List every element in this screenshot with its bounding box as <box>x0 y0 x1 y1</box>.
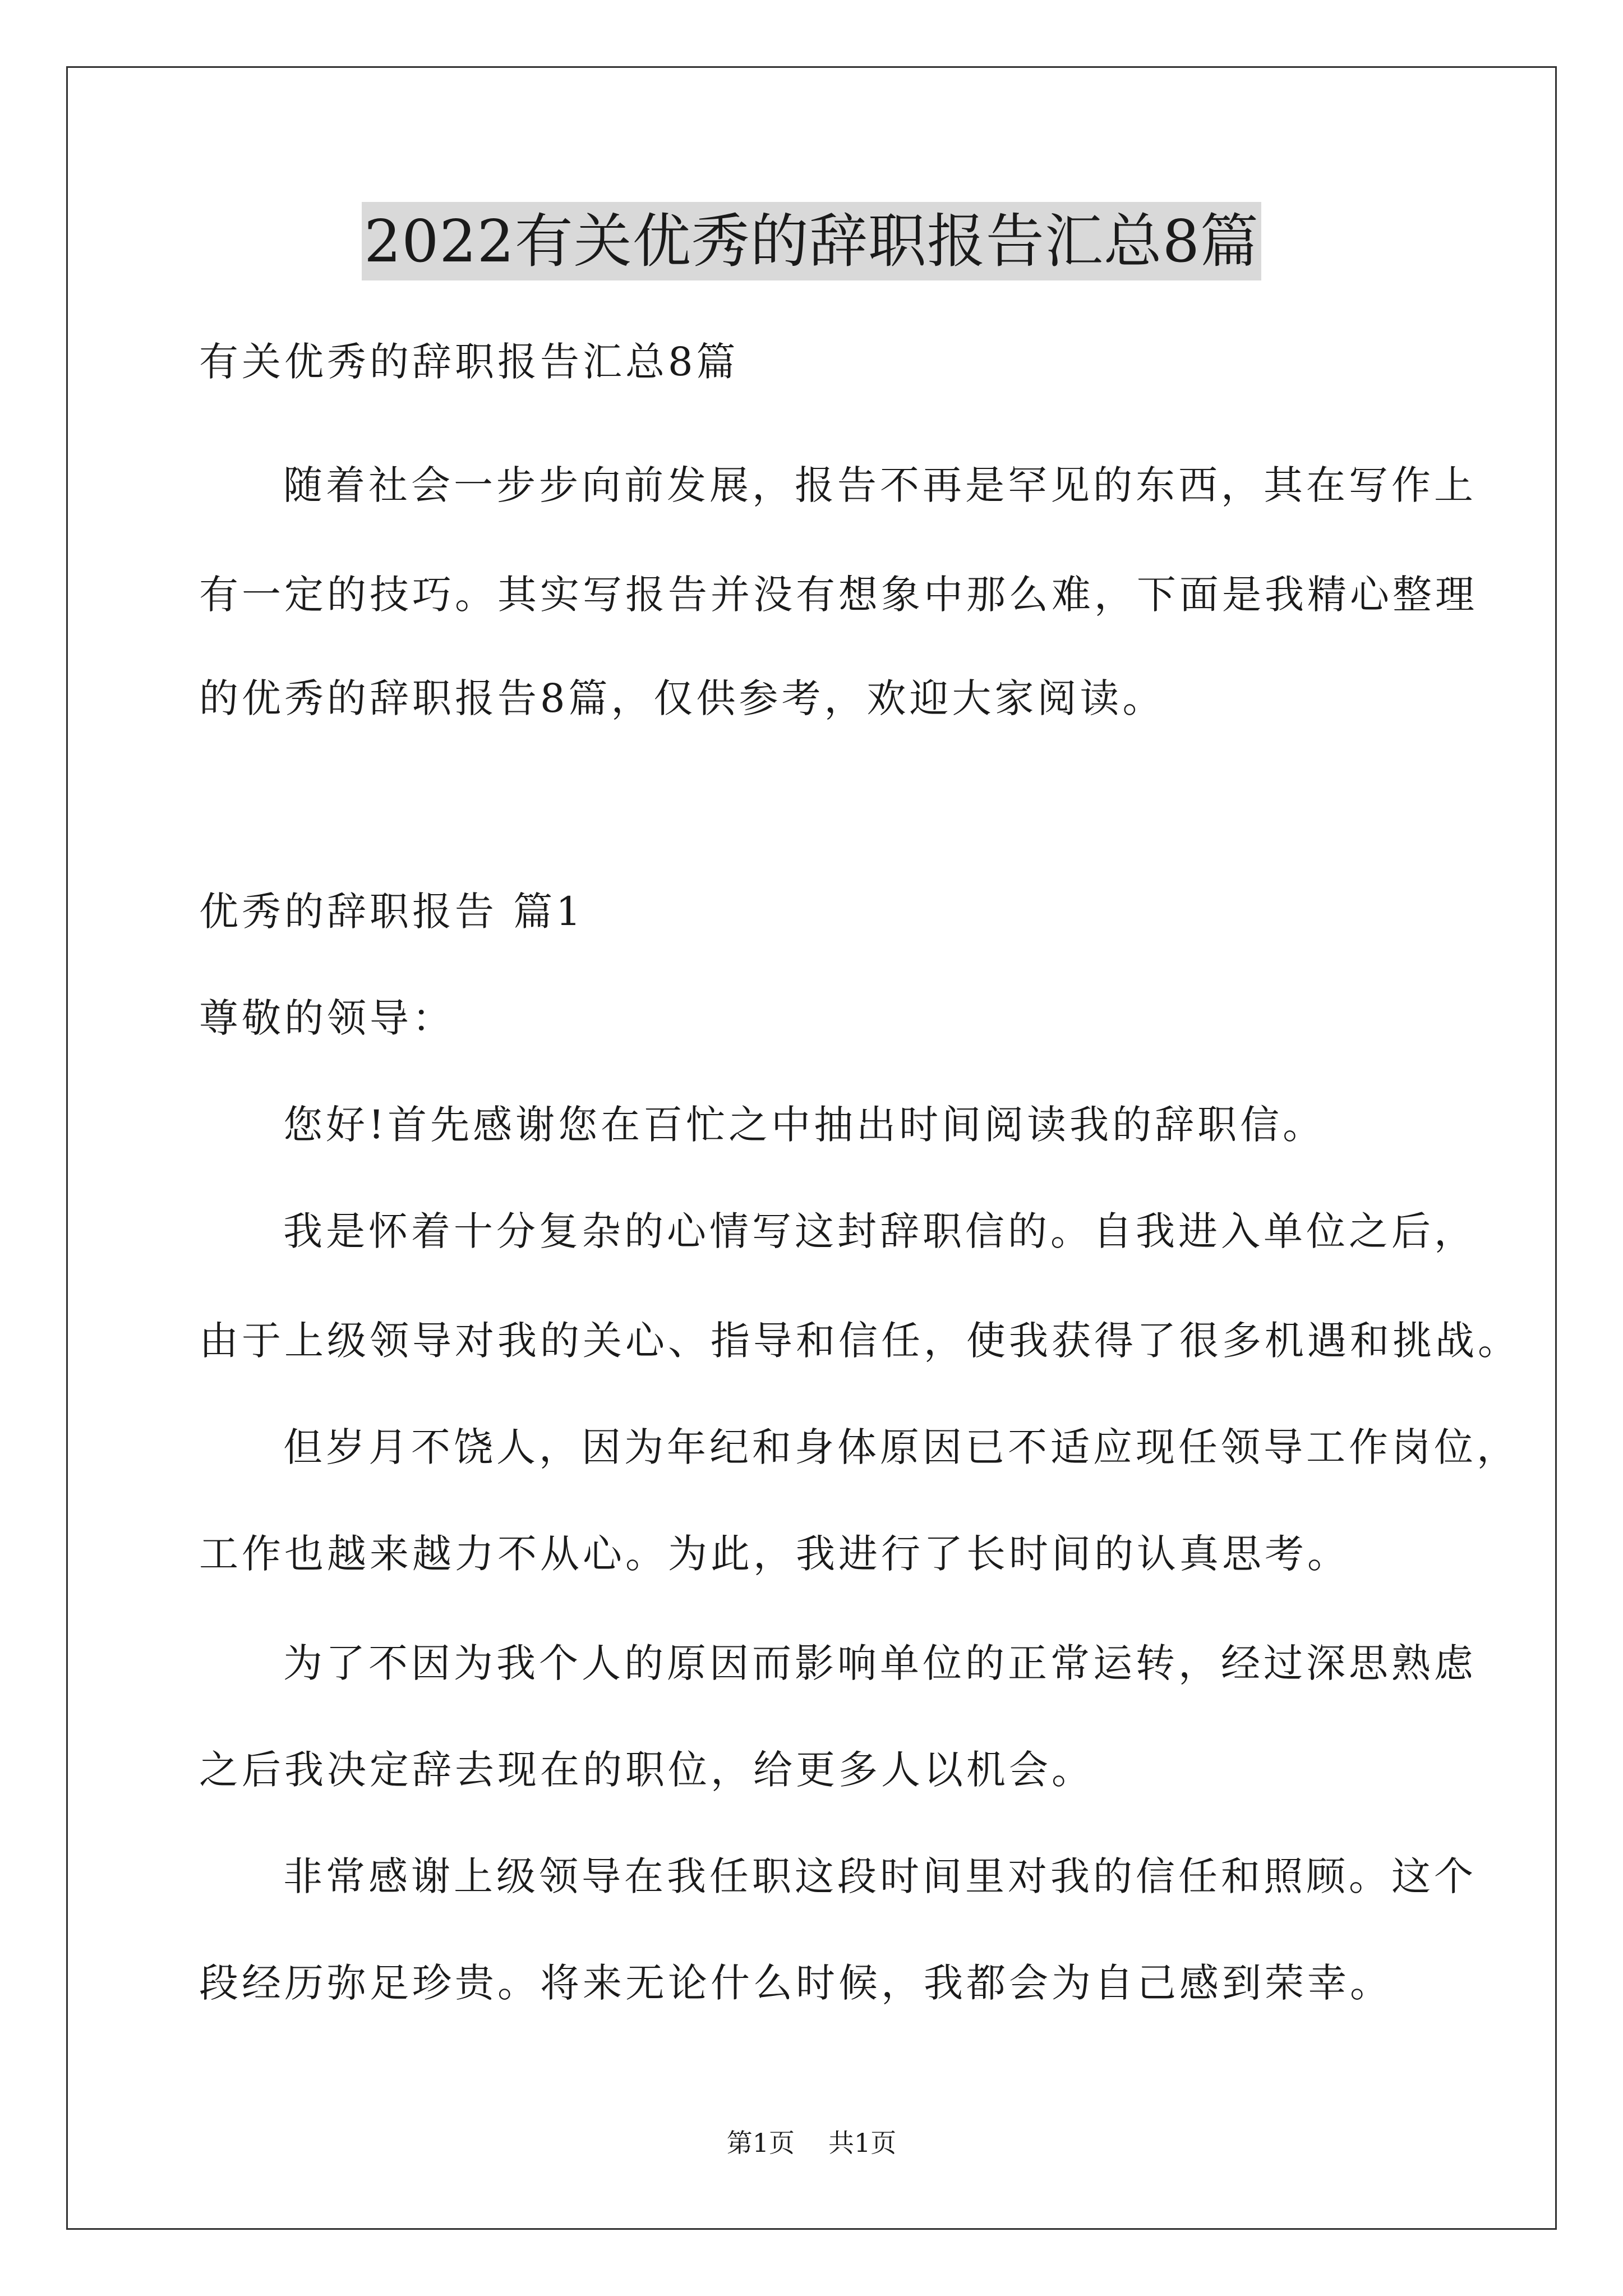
body-line-1: 您好!首先感谢您在百忙之中抽出时间阅读我的辞职信。 <box>283 1102 1326 1148</box>
page-footer <box>0 2126 1623 2160</box>
document-title: 2022有关优秀的辞职报告汇总8篇 <box>362 202 1261 280</box>
section-heading: 优秀的辞职报告 篇1 <box>199 889 584 935</box>
intro-line-3: 的优秀的辞职报告8篇，仅供参考，欢迎大家阅读。 <box>199 675 1165 721</box>
body-line-5: 工作也越来越力不从心。为此，我进行了长时间的认真思考。 <box>199 1531 1350 1577</box>
title-block <box>0 202 1623 280</box>
intro-line-2: 有一定的技巧。其实写报告并没有想象中那么难，下面是我精心整理 <box>199 572 1478 618</box>
body-line-2: 我是怀着十分复杂的心情写这封辞职信的。自我进入单位之后， <box>283 1208 1477 1254</box>
salutation: 尊敬的领导： <box>199 995 455 1041</box>
body-line-9: 段经历弥足珍贵。将来无论什么时候，我都会为自己感到荣幸。 <box>199 1960 1393 2006</box>
body-line-4: 但岁月不饶人，因为年纪和身体原因已不适应现任领导工作岗位， <box>283 1424 1519 1470</box>
body-line-8: 非常感谢上级领导在我任职这段时间里对我的信任和照顾。这个 <box>283 1853 1477 1899</box>
body-line-6: 为了不因为我个人的原因而影响单位的正常运转，经过深思熟虑 <box>283 1640 1477 1686</box>
body-line-7: 之后我决定辞去现在的职位，给更多人以机会。 <box>199 1747 1094 1793</box>
body-line-3: 由于上级领导对我的关心、指导和信任，使我获得了很多机遇和挑战。 <box>199 1318 1520 1364</box>
intro-line-1: 随着社会一步步向前发展，报告不再是罕见的东西，其在写作上 <box>283 462 1477 508</box>
page-number: 第1页 <box>726 2128 795 2158</box>
subtitle-line: 有关优秀的辞职报告汇总8篇 <box>199 339 739 385</box>
page-total: 共1页 <box>828 2128 897 2158</box>
